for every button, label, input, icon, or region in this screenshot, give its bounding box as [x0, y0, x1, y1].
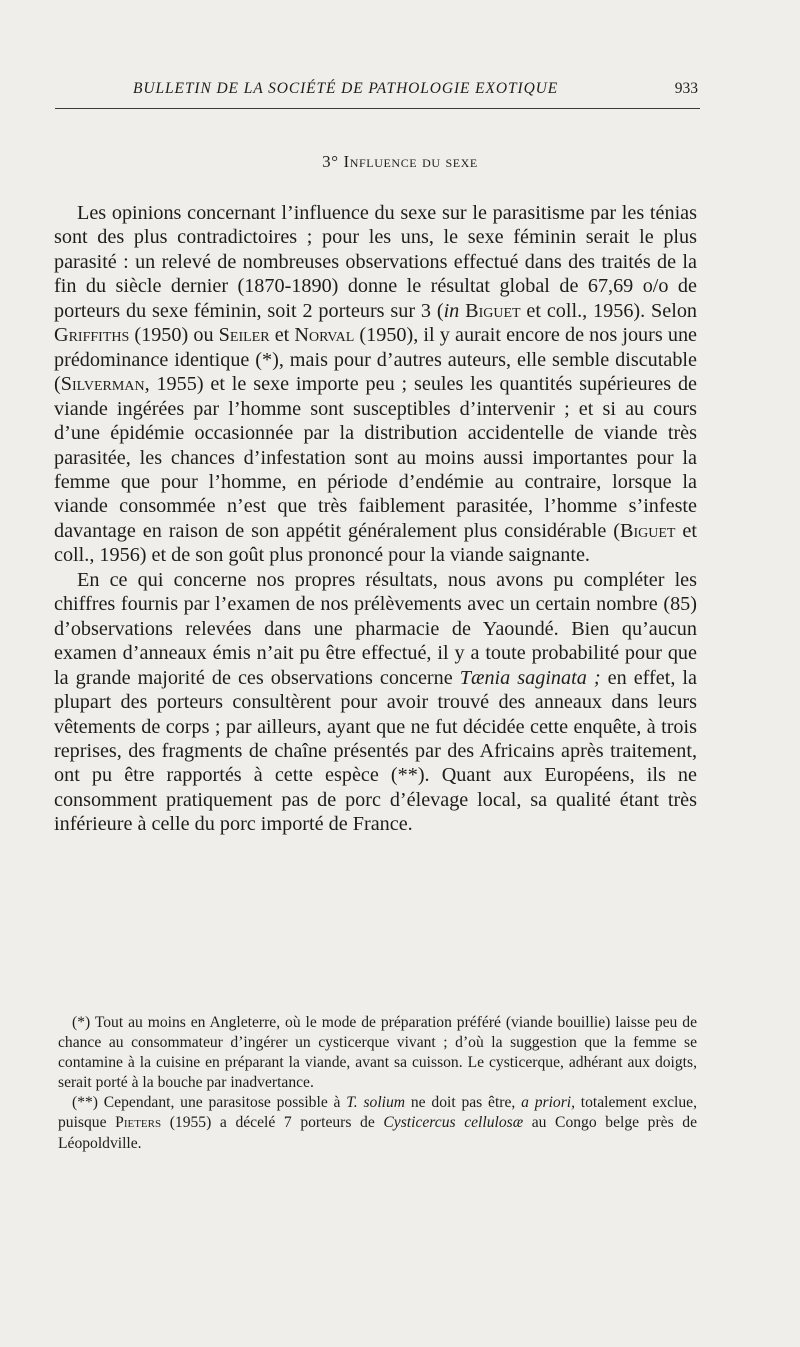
text-run: in: [443, 299, 460, 322]
text-run: (*) Tout au moins en Angleterre, où le mode de préparation préféré (viande bouillie) laisse peu de chance au consommateur d’ingérer un cysticerque vivant ; d’où la suggestion que la femme se contamine à la cuisine en préparant la viande, avant sa cuisson. Le cysticerque, adhérant aux doigts, serait porté à la bouche par inadvertance.: [58, 1014, 697, 1092]
text-run: Griffiths: [54, 324, 130, 347]
text-run: et coll., 1956) et de son goût plus prononcé pour la viande saignante.: [54, 519, 697, 567]
text-run: (**) Cependant, une parasitose possible à: [72, 1094, 347, 1112]
page-number: 933: [674, 80, 698, 97]
text-run: Cysticercus cellulosæ: [383, 1114, 524, 1132]
text-run: (1950), il y aurait encore de nos jours une prédominance identique (*), mais pour d’autres auteurs, elle semble discutable (: [54, 324, 697, 396]
text-run: et: [269, 324, 295, 347]
running-title: BULLETIN DE LA SOCIÉTÉ DE PATHOLOGIE EXOTIQUE: [133, 80, 559, 97]
text-run: Norval: [294, 324, 355, 347]
text-run: et coll., 1956). Selon: [520, 299, 698, 322]
text-run: en effet, la plupart des porteurs consultèrent pour avoir trouvé des anneaux dans leurs vêtements de corps ; par ailleurs, ayant que ne fut décidée cette enquête, à trois reprises, des fragments de chaîne présentés par des Africains après traitement, ont pu être rapportés à cette espèce (**). Quant aux Européens, ils ne consomment pratiquement pas de porc d’élevage local, sa qualité étant très inférieure à celle du porc importé de France.: [54, 666, 697, 836]
section-heading: [0, 152, 800, 172]
text-run: au Congo belge près de Léopoldville.: [58, 1114, 697, 1152]
text-run: En ce qui concerne nos propres résultats, nous avons pu compléter les chiffres fournis par l’examen de nos prélèvements avec un certain nombre (85) d’observations relevées dans une pharmacie de Yaoundé. Bien qu’aucun examen d’anneaux émis n’ait pu être effectué, il y a toute probabilité pour que la grande majorité de ces observations concerne: [54, 568, 697, 689]
text-run: Seiler: [218, 324, 270, 347]
section-number: 3°: [322, 152, 339, 171]
footnote: [58, 1093, 697, 1153]
text-run: (1950) ou: [129, 324, 219, 347]
text-run: totalement exclue, puisque: [58, 1094, 698, 1132]
text-run: Biguet: [620, 519, 676, 542]
text-run: , 1955) et le sexe importe peu ; seules les quantités supérieures de viande ingérées par l’homme sont susceptibles d’intervenir ; et si au cours d’une épidémie occasionnée par la distribution accidentelle de viande très parasitée, les chances d’infestation sont au moins aussi importantes pour la femme que pour l’homme, en période d’endémie au contraire, lorsque la viande consommée n’est que très faiblement parasitée, l’homme s’infeste davantage en raison de son appétit généralement plus considérable (: [54, 373, 697, 542]
text-run: Les opinions concernant l’influence du sexe sur le parasitisme par les ténias sont des plus contradictoires ; pour les uns, le sexe féminin serait le plus parasité : un relevé de nombreuses observations effectué dans des traités de la fin du siècle dernier (1870-1890) donne le résultat global de 67,69 o/o de porteurs du sexe féminin, soit 2 porteurs sur 3 (: [54, 202, 697, 322]
text-run: Silverman: [60, 373, 145, 396]
text-run: Pieters: [115, 1114, 162, 1132]
paragraph: [54, 201, 697, 568]
text-run: Tænia saginata ;: [459, 666, 601, 689]
text-run: T. solium: [346, 1094, 406, 1112]
body-text: [54, 201, 697, 837]
text-run: a priori,: [521, 1094, 575, 1112]
footnotes: [58, 1013, 697, 1154]
text-run: Biguet: [465, 299, 521, 322]
section-title: Influence du sexe: [343, 152, 478, 171]
text-run: ne doit pas être,: [405, 1094, 522, 1112]
paragraph: [54, 568, 697, 837]
text-run: (1955) a décelé 7 porteurs de: [161, 1114, 384, 1132]
running-header: [55, 78, 700, 109]
footnote: [58, 1013, 697, 1093]
